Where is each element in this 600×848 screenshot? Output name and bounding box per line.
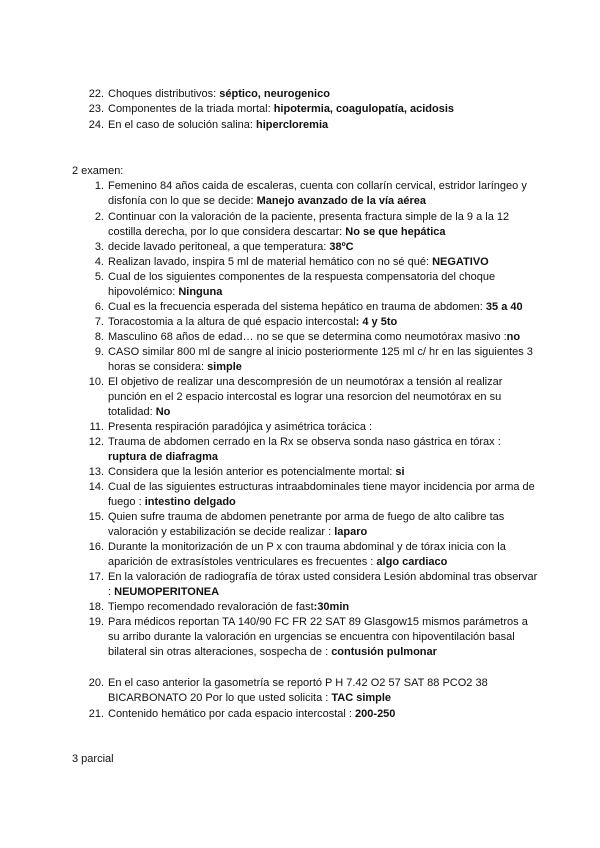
item-question: Choques distributivos: xyxy=(108,88,220,100)
item-answer: Manejo avanzado de la vía aérea xyxy=(256,195,426,207)
item-answer: No se que hepática xyxy=(345,226,446,238)
item-question: En la valoración de radiografía de tórax usted considera Lesión abdominal tras observar : xyxy=(108,571,538,598)
item-question: Toracostomia a la altura de qué espacio intercostal xyxy=(108,316,356,328)
item-number: 10. xyxy=(88,376,104,388)
item-question: Considera que la lesión anterior es potencialmente mortal: xyxy=(108,466,396,478)
item-answer: si xyxy=(395,466,405,478)
item-answer: : 4 y 5to xyxy=(355,316,398,328)
item-answer: laparo xyxy=(334,526,368,538)
item-question: Cual es la frecuencia esperada del sistema hepático en trauma de abdomen: xyxy=(108,301,486,313)
item-answer: TAC simple xyxy=(331,692,392,704)
exam2-heading: 2 examen: xyxy=(72,165,124,177)
item-number: 17. xyxy=(88,571,104,583)
item-number: 23. xyxy=(88,103,104,115)
item-number: 22. xyxy=(88,88,104,100)
item-answer: NEUMOPERITONEA xyxy=(114,586,220,598)
item-answer: hipotermia, coagulopatía, acidosis xyxy=(273,103,455,115)
exam3-heading: 3 parcial xyxy=(72,753,114,765)
item-number: 6. xyxy=(94,301,104,313)
item-answer: NEGATIVO xyxy=(432,256,489,268)
item-question: Tiempo recomendado revaloración de fast xyxy=(108,601,314,613)
item-number: 12. xyxy=(88,436,104,448)
item-number: 14. xyxy=(88,481,104,493)
item-question: Masculino 68 años de edad… no se que se determina como neumotórax masivo : xyxy=(108,331,507,343)
item-answer: séptico, neurogenico xyxy=(219,88,330,100)
item-number: 11. xyxy=(89,421,104,433)
item-number: 16. xyxy=(88,541,104,553)
item-answer: 38ºC xyxy=(329,241,354,253)
item-number: 2. xyxy=(94,211,104,223)
item-question: Contenido hemático por cada espacio intercostal : xyxy=(108,708,356,720)
item-number: 3. xyxy=(94,241,104,253)
item-question: Trauma de abdomen cerrado en la Rx se observa sonda naso gástrica en tórax : xyxy=(108,436,501,448)
item-question: Femenino 84 años caida de escaleras, cuenta con collarín cervical, estridor laríngeo y disfonía con lo que se decide: xyxy=(108,180,527,207)
item-question: Componentes de la triada mortal: xyxy=(108,103,274,115)
item-question: CASO similar 800 ml de sangre al inicio posteriormente 125 ml c/ hr en las siguientes 3 horas se considera: xyxy=(108,346,533,373)
item-number: 20. xyxy=(88,677,104,689)
item-question: En el caso de solución salina: xyxy=(108,119,256,131)
item-number: 9. xyxy=(94,346,104,358)
item-number: 7. xyxy=(94,316,104,328)
item-answer: No xyxy=(155,406,171,418)
item-question: Para médicos reportan TA 140/90 FC FR 22 SAT 89 Glasgow15 mismos parámetros a su arribo durante la valoración en urgencias se encuentra con hipoventilación basal bilateral sin otras alteraciones, sospecha de : xyxy=(108,616,528,658)
item-answer: 200-250 xyxy=(355,708,396,720)
item-answer: intestino delgado xyxy=(144,496,236,508)
item-question: decide lavado peritoneal, a que temperatura: xyxy=(108,241,330,253)
item-question: En el caso anterior la gasometría se reportó P H 7.42 O2 57 SAT 88 PCO2 38 BICARBONATO 20 Por lo que usted solicita : xyxy=(108,677,488,704)
item-answer: no xyxy=(506,331,521,343)
item-question: Durante la monitorización de un P x con trauma abdominal y de tórax inicia con la aparición de extrasístoles ventriculares es frecuentes : xyxy=(108,541,506,568)
item-answer: Ninguna xyxy=(178,286,223,298)
item-answer: contusión pulmonar xyxy=(331,646,437,658)
item-number: 24. xyxy=(88,119,104,131)
item-answer: simple xyxy=(207,361,242,373)
item-number: 13. xyxy=(88,466,104,478)
item-answer: algo cardiaco xyxy=(376,556,448,568)
item-number: 4. xyxy=(94,256,104,268)
item-answer: 35 a 40 xyxy=(485,301,523,313)
item-question: Quien sufre trauma de abdomen penetrante por arma de fuego de alto calibre tas valoración y estabilización se decide realizar : xyxy=(108,511,505,538)
item-number: 8. xyxy=(94,331,104,343)
item-number: 1. xyxy=(94,180,104,192)
item-number: 15. xyxy=(88,511,104,523)
item-answer: ruptura de diafragma xyxy=(108,451,219,463)
item-question: Presenta respiración paradójica y asimétrica torácica : xyxy=(108,421,373,433)
item-question: El objetivo de realizar una descompresión de un neumotórax a tensión al realizar punción en el 2 espacio intercostal es lograr una resorcion del neumotórax en su totalidad: xyxy=(108,376,503,418)
item-answer: :30min xyxy=(313,601,350,613)
item-number: 21. xyxy=(88,708,104,720)
item-question: Realizan lavado, inspira 5 ml de material hemático con no sé qué: xyxy=(108,256,433,268)
item-number: 18. xyxy=(88,601,104,613)
item-number: 5. xyxy=(94,271,104,283)
item-answer: hipercloremia xyxy=(255,119,329,131)
item-number: 19. xyxy=(88,616,104,628)
item-question: Cual de las siguientes estructuras intraabdominales tiene mayor incidencia por arma de fuego : xyxy=(108,481,535,508)
item-question: Continuar con la valoración de la paciente, presenta fractura simple de la 9 a la 12 costilla derecha, por lo que considera descartar: xyxy=(108,211,510,238)
item-question: Cual de los siguientes componentes de la respuesta compensatoria del choque hipovolémico: xyxy=(108,271,496,298)
